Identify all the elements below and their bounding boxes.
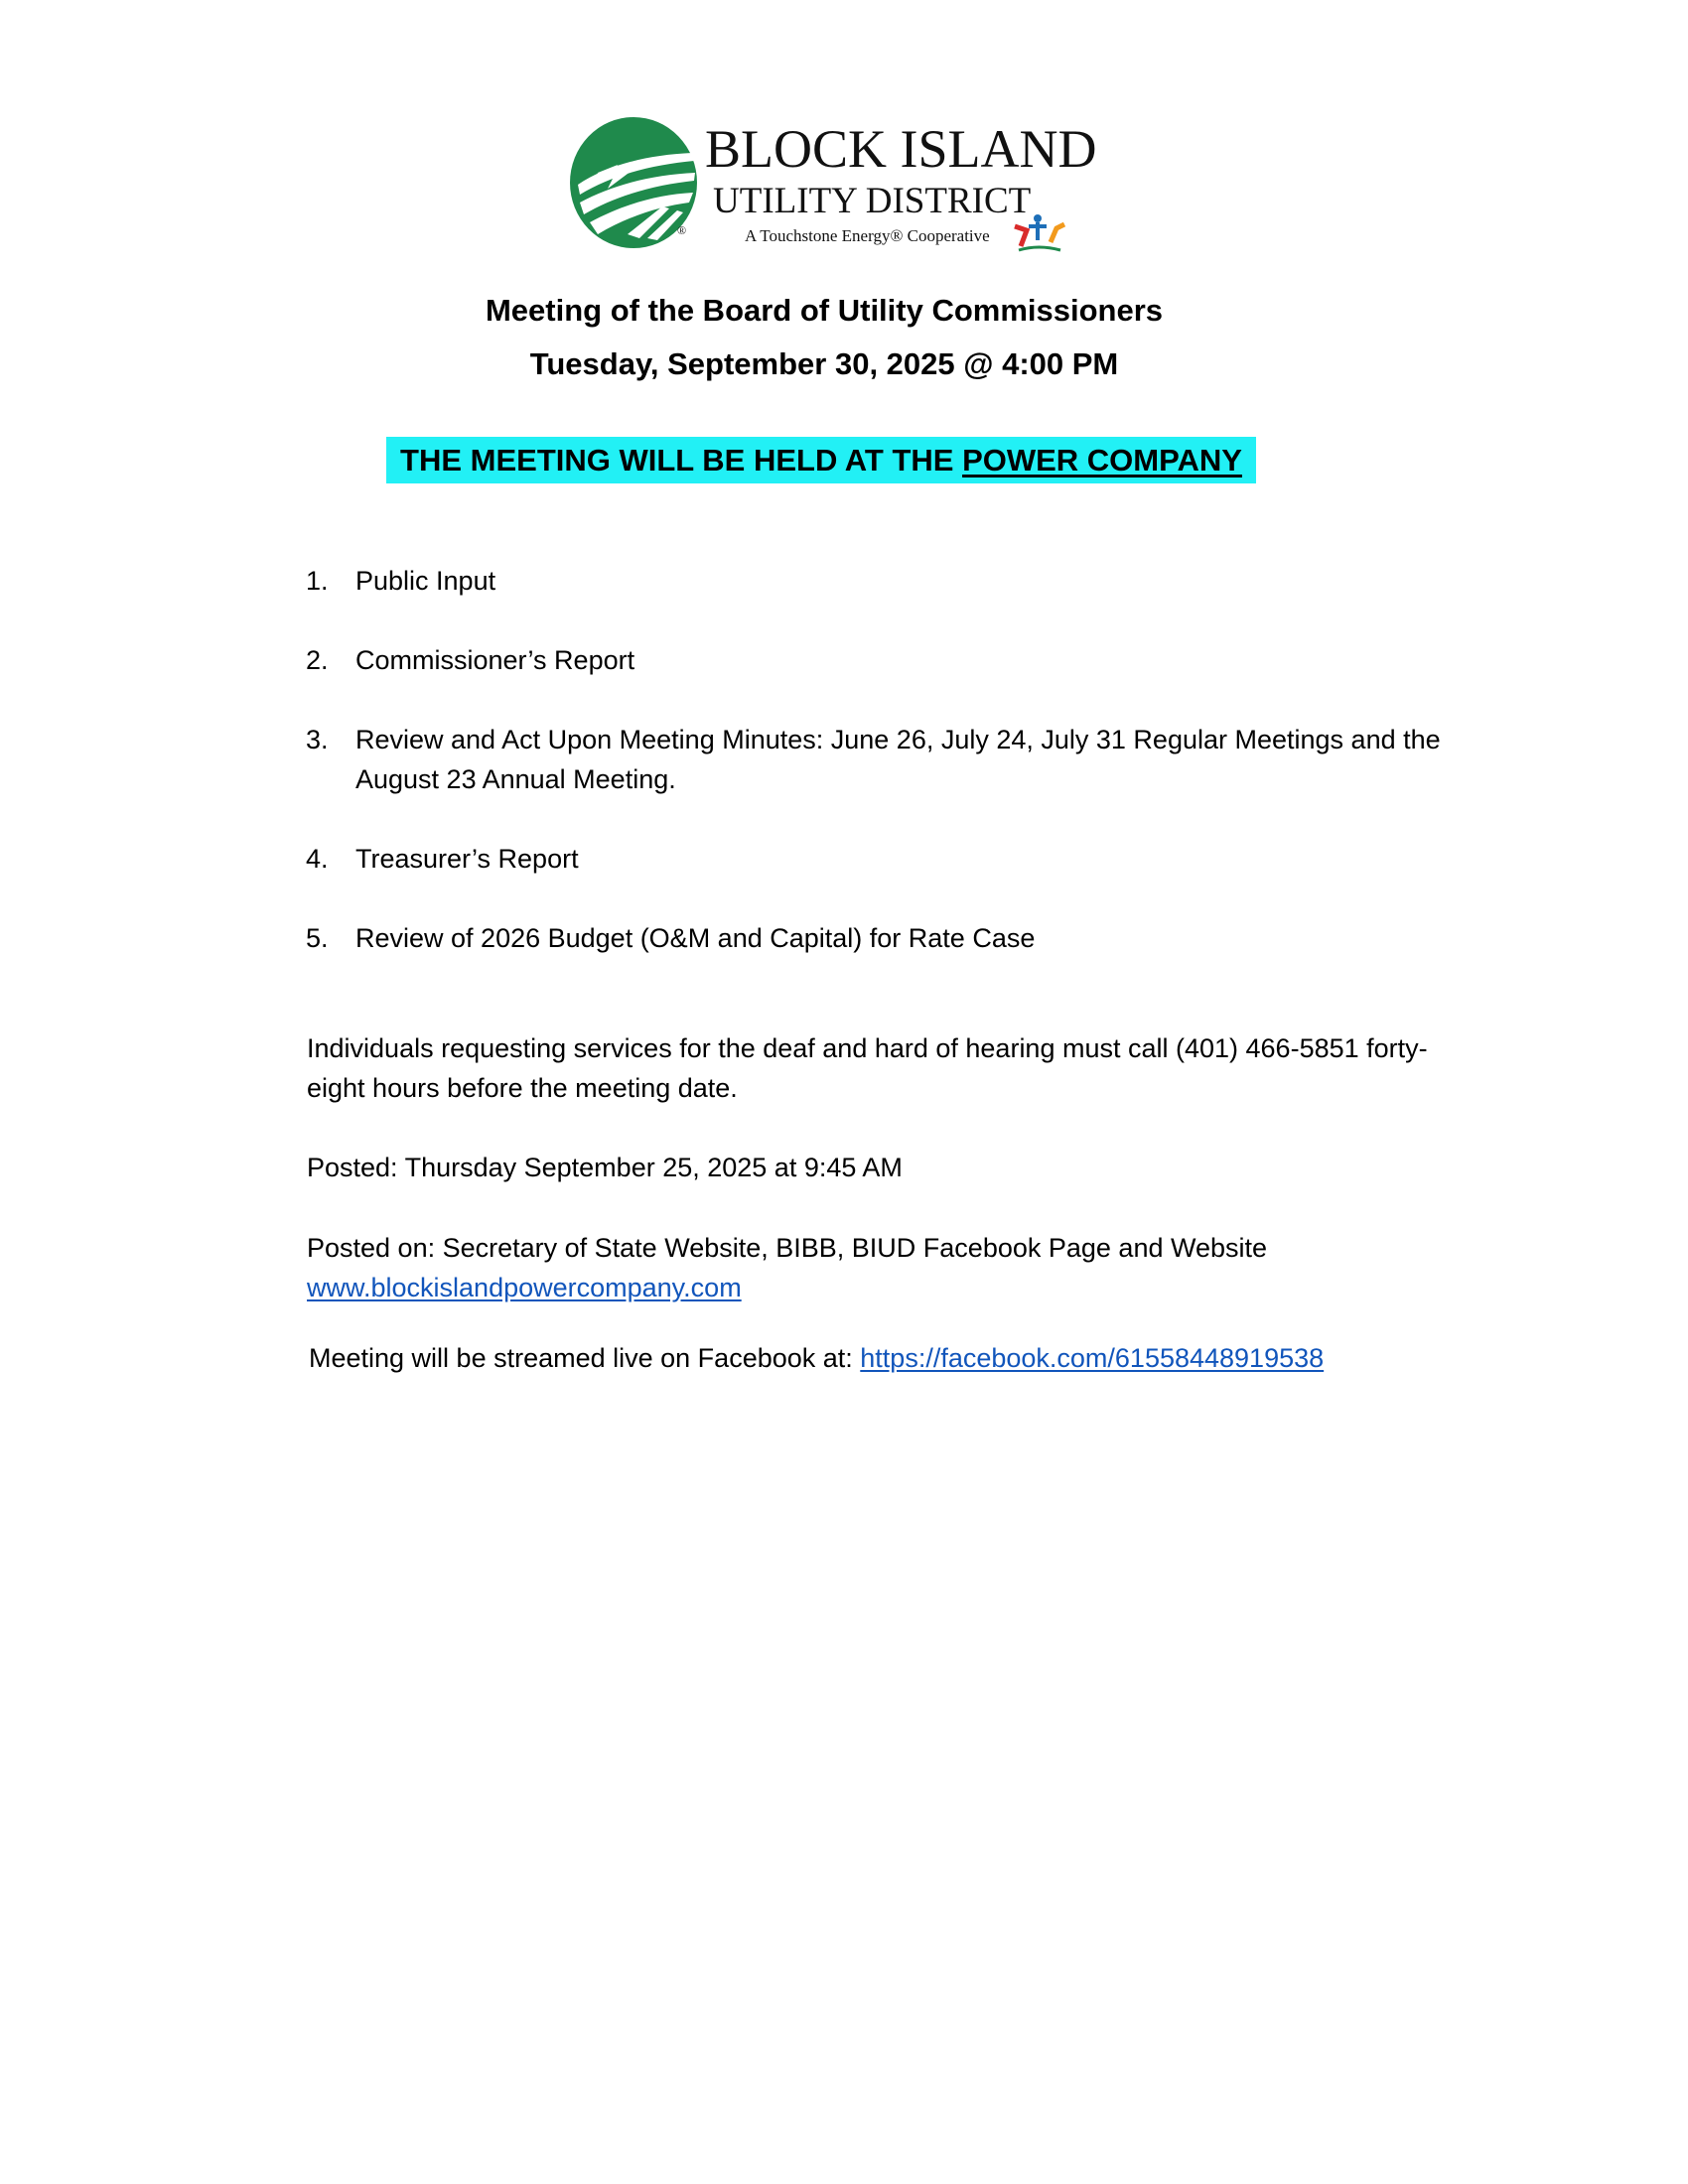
facebook-stream-link[interactable]: https://facebook.com/61558448919538: [860, 1343, 1325, 1373]
accessibility-notice: Individuals requesting services for the deaf and hard of hearing must call (401) 466-5851 forty-eight hours before the meeting date.: [307, 1033, 1428, 1103]
agenda-number: 2.: [306, 645, 329, 675]
agenda-number: 5.: [306, 923, 329, 953]
meeting-date: Tuesday, September 30, 2025 @ 4:00 PM: [529, 346, 1119, 381]
agenda-number: 3.: [306, 725, 329, 754]
logo-name-line1: BLOCK ISLAND: [705, 119, 1097, 179]
agenda-item: Review of 2026 Budget (O&M and Capital) for Rate Case: [355, 923, 1036, 953]
agenda-item: Commissioner’s Report: [355, 645, 635, 675]
logo-name-line2: UTILITY DISTRICT: [713, 181, 1032, 221]
posted-locations: [307, 1228, 1449, 1307]
posted-timestamp: Posted: Thursday September 25, 2025 at 9:45 AM: [307, 1153, 903, 1182]
agenda-item: Public Input: [355, 566, 496, 596]
banner-prefix: THE MEETING WILL BE HELD AT THE: [400, 443, 963, 478]
website-link[interactable]: www.blockislandpowercompany.com: [307, 1273, 742, 1302]
page-title: Meeting of the Board of Utility Commissioners: [485, 293, 1164, 328]
stream-text: Meeting will be streamed live on Facebook at:: [309, 1343, 861, 1373]
agenda-item: Treasurer’s Report: [355, 844, 579, 874]
agenda-number: 4.: [306, 844, 329, 874]
posted-on-text: Posted on: Secretary of State Website, BIBB, BIUD Facebook Page and Website: [307, 1233, 1268, 1263]
agenda-item: Review and Act Upon Meeting Minutes: June 26, July 24, July 31 Regular Meetings and the August 23 Annual Meeting.: [355, 725, 1441, 794]
location-banner: [386, 437, 1256, 483]
registered-mark: ®: [677, 223, 687, 237]
agenda-number: 1.: [306, 566, 329, 596]
stream-notice: [309, 1338, 1600, 1378]
touchstone-people-icon: [1011, 212, 1066, 254]
logo-tagline: A Touchstone Energy® Cooperative: [745, 226, 990, 245]
banner-location: POWER COMPANY: [962, 443, 1242, 478]
